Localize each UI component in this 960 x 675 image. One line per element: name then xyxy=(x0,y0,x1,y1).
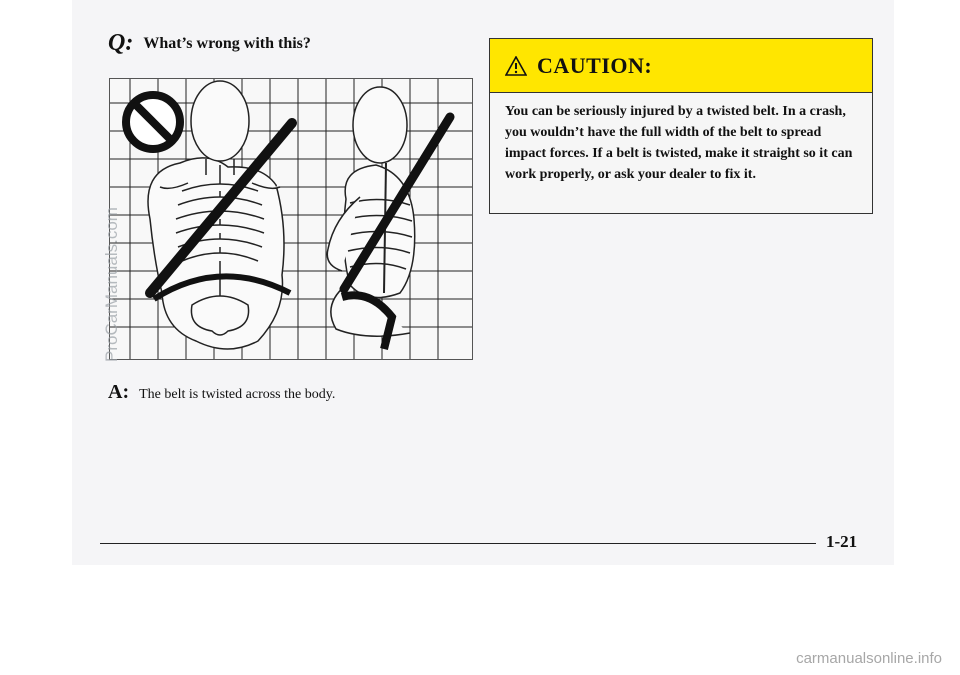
prohibited-icon xyxy=(126,95,180,149)
caution-text: You can be seriously injured by a twisted belt. In a crash, you wouldn’t have the full width of the belt to spread impact forces. If a belt is twisted, make it straight so it can work properly, or ask your dealer to fix it. xyxy=(505,104,853,182)
bottom-watermark: carmanualsonline.info xyxy=(796,650,942,667)
page-number: 1-21 xyxy=(826,532,858,551)
answer xyxy=(108,381,335,404)
caution-title: CAUTION: xyxy=(537,52,653,78)
footer-rule xyxy=(100,543,816,544)
caution-box xyxy=(489,38,873,214)
question-text: What’s wrong with this? xyxy=(143,35,311,52)
answer-mark: A: xyxy=(108,381,130,403)
question xyxy=(108,30,311,57)
warning-triangle-icon xyxy=(505,56,527,76)
side-watermark: ProCarManuals.com xyxy=(102,207,121,362)
caution-header xyxy=(490,39,872,93)
answer-text: The belt is twisted across the body. xyxy=(139,387,336,402)
question-mark: Q: xyxy=(108,30,134,56)
twisted-belt-illustration xyxy=(109,78,473,360)
